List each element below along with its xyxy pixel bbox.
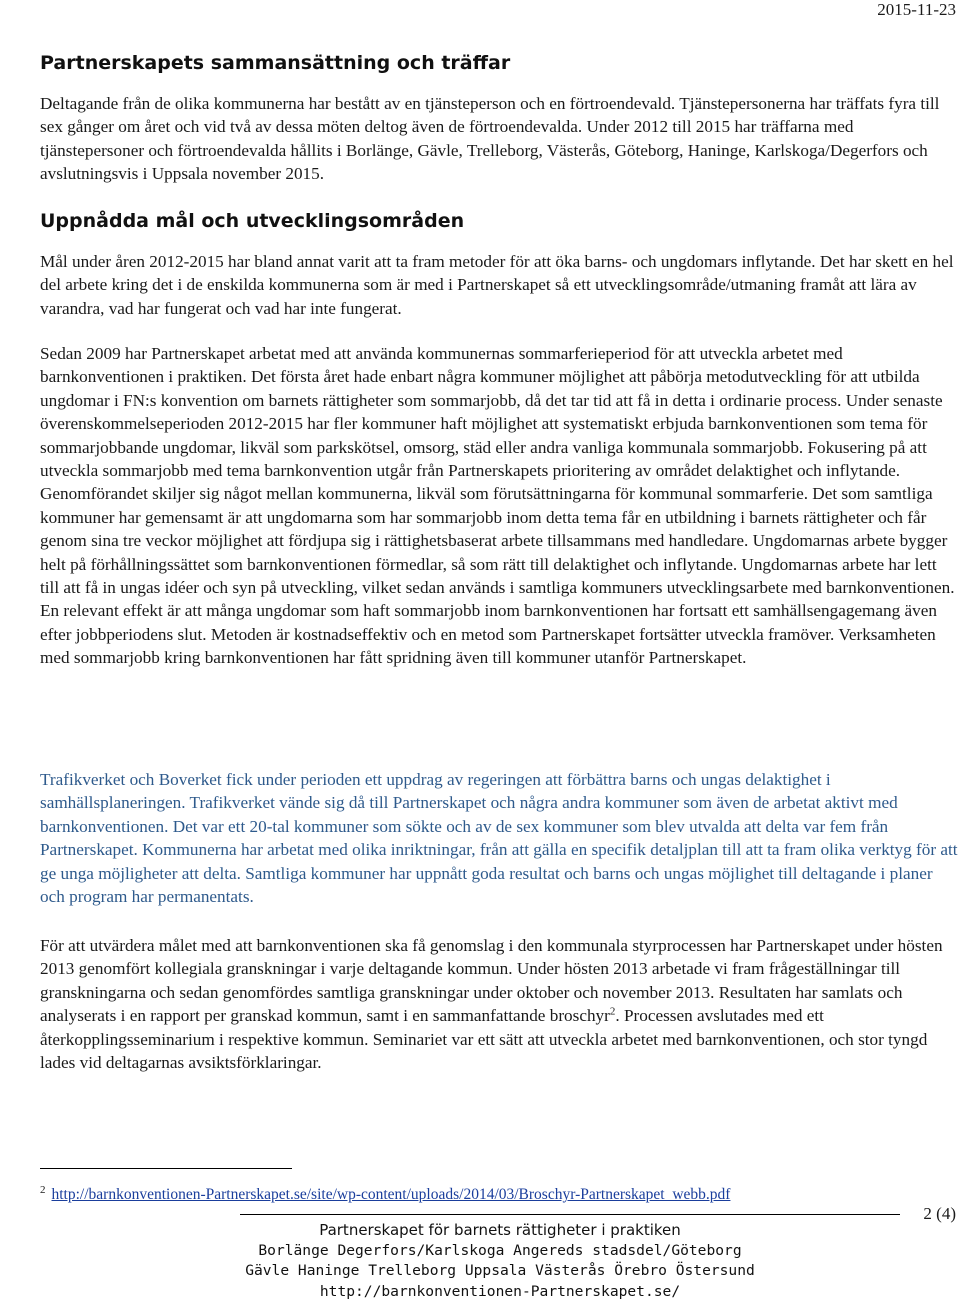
- footnote-number: 2: [40, 1184, 46, 1196]
- footnote-reference[interactable]: 2: [609, 1005, 616, 1018]
- paragraph-evaluation-part2: . Processen avslutades med ett återkopplingsseminarium i respektive kommun. Seminariet var ett sätt att utveckla arbetet med barnkonventionen, och stor tyngd lades vid deltagarnas avsiktsförklaringar.: [40, 1006, 928, 1073]
- footnote-divider: [40, 1168, 292, 1169]
- section-heading-goals: Uppnådda mål och utvecklingsområden: [40, 210, 465, 232]
- paragraph-evaluation-part1: För att utvärdera målet med att barnkonventionen ska få genomslag i den kommunala styrprocessen har Partnerskapet under hösten 2013 genomfört kollegiala granskningar i varje deltagande kommun. Under hösten 2013 arbetade vi fram frågeställningar till granskningarna och sedan genomfördes samtliga granskningar under oktober och november 2013. Resultaten har samlats och analyserats i en rapport per granskad kommun, samt i en sammanfattande broschyr: [40, 936, 943, 1026]
- paragraph-trafikverket: Trafikverket och Boverket fick under perioden ett uppdrag av regeringen att förbättra barns och ungas delaktighet i samhällsplaneringen. Trafikverket vände sig då till Partnerskapet och några andra kommuner som även de arbetat aktivt med barnkonventionen. Det var ett 20-tal kommuner som sökte och av de sex kommuner som blev utvalda att delta var fem från Partnerskapet. Kommunerna har arbetat med olika inriktningar, från att gälla en specifik detaljplan till att ta fram olika verktyg för att ge unga möjligheter att delta. Samtliga kommuner har uppnått goda resultat och barns och ungas möjlighet till deltagande i planer och program har permanentats.: [40, 770, 958, 907]
- paragraph-summer-jobs: Sedan 2009 har Partnerskapet arbetat med att använda kommunernas sommarferieperiod för att utveckla arbetet med barnkonventionen i praktiken. Det första året hade enbart några kommuner möjlighet att påbörja metodutveckling för att utbilda ungdomar i FN:s konvention om barnets rättigheter som sommarjobb, då det tar tid att få in detta i ordinarie process. Under senaste överenskommelseperioden 2012-2015 har fler kommuner haft möjlighet att systematiskt erbjuda barnkonventionen som tema för sommarjobbande ungdomar, likväl som parkskötsel, omsorg, städ eller andra vanliga kommunala sommarjobb. Fokusering på att utveckla sommarjobb med tema barnkonvention utgår från Partnerskapets prioritering av området delaktighet och inflytande. Genomförandet skiljer sig något mellan kommunerna, likväl som förutsättningarna för kommunal sommarferie. Det som samtliga kommuner har gemensamt är att ungdomarna som har sommarjobb inom detta tema får en utbildning i barnets rättigheter och får genom sina tre veckor möjlighet att fördjupa sig i rättighetsbaserat arbete tillsammans med handledare. Ungdomarnas arbete bygger helt på förhållningssättet som barnkonventionen förmedlar, så som rätt till delaktighet och inflytande. Ungdomarnas arbete har lett till att få in ungas idéer och syn på utveckling, vilket sedan används i samtliga kommuners utvecklingsarbete med barnkonventionen. En relevant effekt är att många ungdomar som haft sommarjobb inom barnkonventionen har fortsatt ett samhällsengagemang även efter jobbperiodens slut. Metoden är kostnadseffektiv och en metod som Partnerskapet fortsätter utveckla framöver. Verksamheten med sommarjobb kring barnkonventionen har fått spridning även till kommuner utanför Partnerskapet.: [40, 344, 955, 668]
- footer-url[interactable]: http://barnkonventionen-Partnerskapet.se/: [319, 1282, 681, 1300]
- page-number: 2 (4): [923, 1204, 956, 1223]
- footer-municipalities-line2: Gävle Haninge Trelleborg Uppsala Västerås Örebro Östersund: [245, 1262, 755, 1279]
- page-footer: [240, 1220, 760, 1302]
- section-heading-partnership: Partnerskapets sammansättning och träffar: [40, 52, 511, 74]
- footnote-link[interactable]: http://barnkonventionen-Partnerskapet.se/site/wp-content/uploads/2014/03/Broschyr-Partnerskapet_webb.pdf: [51, 1186, 731, 1203]
- footer-organization: Partnerskapet för barnets rättigheter i praktiken: [319, 1221, 681, 1239]
- header-date: 2015-11-23: [877, 0, 956, 19]
- paragraph-goals: Mål under åren 2012-2015 har bland annat varit att ta fram metoder för att öka barns- och ungdomars inflytande. Det har skett en hel del arbete kring det i de enskilda kommunerna som är med i Partnerskapet så ett utvecklingsområde/utmaning framåt att lära av varandra, vad har fungerat och vad har inte fungerat.: [40, 252, 954, 318]
- paragraph-evaluation: [40, 934, 960, 1074]
- footer-municipalities-line1: Borlänge Degerfors/Karlskoga Angereds stadsdel/Göteborg: [258, 1241, 742, 1259]
- paragraph-partnership: Deltagande från de olika kommunerna har bestått av en tjänsteperson och en förtroendevald. Tjänstepersonerna har träffats fyra till sex gånger om året och vid två av dessa möten deltog även de förtroendevalda. Under 2012 till 2015 har träffarna med tjänstepersoner och förtroendevalda hållits i Borlänge, Gävle, Trelleborg, Västerås, Göteborg, Haninge, Karlskoga/Degerfors och avslutningsvis i Uppsala november 2015.: [40, 94, 940, 184]
- footer-divider: [240, 1214, 900, 1215]
- footnote: [40, 1180, 940, 1205]
